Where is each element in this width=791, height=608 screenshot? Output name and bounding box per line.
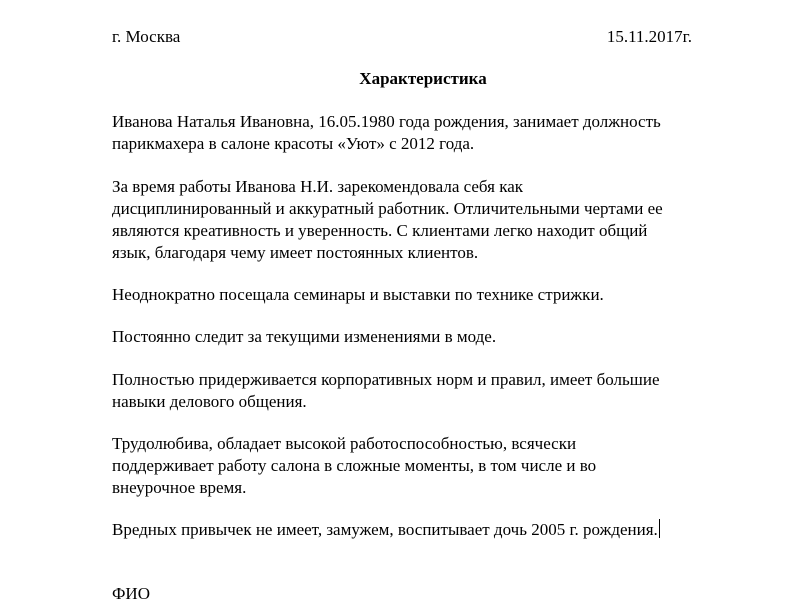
text-line: дисциплинированный и аккуратный работник. Отличительными чертами ее bbox=[112, 199, 663, 218]
text-line: За время работы Иванова Н.И. зарекомендовала себя как bbox=[112, 177, 524, 196]
document-title: Характеристика bbox=[359, 69, 487, 88]
paragraph-6[interactable] bbox=[112, 433, 732, 499]
paragraph-7[interactable] bbox=[112, 519, 732, 541]
paragraph-1[interactable] bbox=[112, 111, 732, 155]
paragraph-5[interactable] bbox=[112, 369, 732, 413]
text-line: Неоднократно посещала семинары и выставки по технике стрижки. bbox=[112, 285, 604, 304]
text-line: Полностью придерживается корпоративных норм и правил, имеет большие bbox=[112, 370, 660, 389]
text-line: язык, благодаря чему имеет постоянных клиентов. bbox=[112, 243, 479, 262]
text-line: навыки делового общения. bbox=[112, 392, 307, 411]
signature-label: ФИО bbox=[112, 584, 150, 603]
text-line: внеурочное время. bbox=[112, 478, 247, 497]
text-line: являются креативность и уверенность. С клиентами легко находит общий bbox=[112, 221, 648, 240]
text-line: Трудолюбива, обладает высокой работоспособностью, всячески bbox=[112, 434, 577, 453]
city-label: г. Москва bbox=[112, 27, 181, 46]
text-line: Иванова Наталья Ивановна, 16.05.1980 года рождения, занимает должность bbox=[112, 112, 661, 131]
document-header bbox=[112, 26, 692, 48]
paragraph-4[interactable] bbox=[112, 326, 732, 348]
text-line: поддерживает работу салона в сложные моменты, в том числе и во bbox=[112, 456, 597, 475]
text-line-with-cursor bbox=[112, 519, 732, 541]
text-cursor bbox=[659, 519, 660, 538]
paragraph-3[interactable] bbox=[112, 284, 732, 306]
text-line: Постоянно следит за текущими изменениями в моде. bbox=[112, 327, 497, 346]
text-line: Вредных привычек не имеет, замужем, воспитывает дочь 2005 г. рождения. bbox=[112, 520, 658, 539]
date-label: 15.11.2017г. bbox=[606, 27, 692, 46]
text-line: парикмахера в салоне красоты «Уют» с 2012 года. bbox=[112, 134, 475, 153]
paragraph-2[interactable] bbox=[112, 176, 732, 264]
